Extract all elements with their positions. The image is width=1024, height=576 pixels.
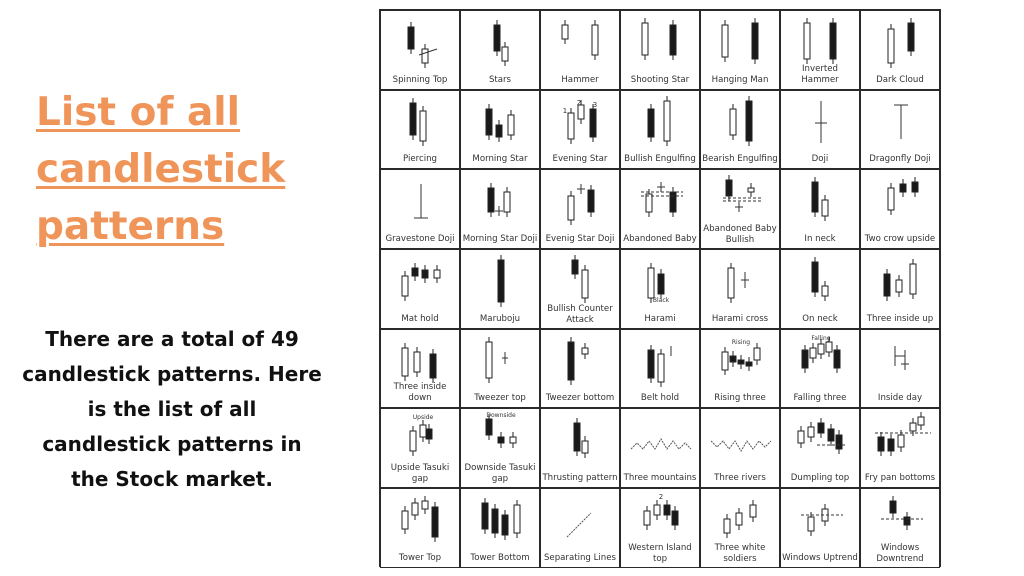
- fry-pan-bottoms-icon: [861, 409, 939, 469]
- pattern-cell: [780, 488, 860, 568]
- evening-star-icon: [541, 91, 619, 151]
- candle-bullish: [402, 511, 408, 529]
- three-rivers-icon: [701, 409, 779, 469]
- pattern-cell: [540, 329, 620, 409]
- pattern-cell: [620, 249, 700, 329]
- in-neck-icon: [781, 170, 859, 230]
- pattern-label: Gravestone Doji: [385, 234, 455, 245]
- pattern-label: Two crow upside: [864, 234, 936, 245]
- gravestone-doji-icon: [381, 170, 459, 230]
- candle-bearish: [890, 501, 896, 513]
- pattern-annotation: Black: [652, 297, 670, 305]
- on-neck-icon: [781, 250, 859, 310]
- pattern-cell: [540, 169, 620, 249]
- tweezer-top-icon: [461, 330, 539, 390]
- three-white-soldiers-icon: [701, 489, 779, 549]
- pattern-cell: [620, 408, 700, 488]
- candle-bullish: [568, 196, 574, 220]
- candle-bearish: [492, 509, 498, 533]
- pattern-annotation: 3: [592, 100, 598, 109]
- pattern-label: Hanging Man: [711, 74, 769, 85]
- candle-bearish: [834, 350, 840, 368]
- candle-bullish: [748, 188, 754, 192]
- thrusting-pattern-icon: [541, 409, 619, 469]
- trend-line: [711, 441, 771, 451]
- candle-bullish: [582, 441, 588, 453]
- pattern-label: Inverted Hammer: [801, 63, 839, 85]
- pattern-cell: [380, 329, 460, 409]
- candle-bearish: [752, 23, 758, 59]
- candle-bearish: [802, 350, 808, 368]
- pattern-cell: [700, 169, 780, 249]
- tower-top-icon: [381, 489, 459, 549]
- candle-bullish: [896, 280, 902, 292]
- candle-bearish: [408, 27, 414, 49]
- candle-bearish: [878, 437, 884, 451]
- candle-bearish: [588, 190, 594, 212]
- pattern-cell: [700, 488, 780, 568]
- pattern-cell: [860, 90, 940, 170]
- pattern-label: Rising three: [714, 393, 766, 404]
- candle-bullish: [722, 352, 728, 370]
- pattern-label: Evenig Star Doji: [545, 234, 615, 245]
- pattern-cell: [460, 90, 540, 170]
- pattern-label: Inside day: [877, 393, 923, 404]
- candle-bullish: [754, 348, 760, 360]
- spinning-top-icon: [381, 11, 459, 71]
- candle-bullish: [582, 270, 588, 298]
- candle-bearish: [836, 435, 842, 449]
- pattern-label: Tower Top: [398, 552, 442, 563]
- pattern-label: Falling three: [793, 393, 847, 404]
- candle-bearish: [812, 182, 818, 212]
- rising-three-icon: [701, 330, 779, 390]
- pattern-label: Windows Downtrend: [876, 542, 924, 564]
- pattern-label: Bullish Counter Attack: [547, 303, 613, 325]
- evening-star-doji-icon: [541, 170, 619, 230]
- pattern-label: Thrusting pattern: [542, 473, 618, 484]
- candle-bullish: [642, 23, 648, 55]
- piercing-icon: [381, 91, 459, 151]
- candle-bullish: [568, 113, 574, 139]
- candle-bullish: [888, 29, 894, 63]
- pattern-label: Three rivers: [714, 473, 766, 484]
- mat-hold-icon: [381, 250, 459, 310]
- candle-bullish: [422, 49, 428, 63]
- candle-bullish: [722, 25, 728, 57]
- candle-bearish: [482, 503, 488, 529]
- pattern-label: Mat hold: [401, 313, 439, 324]
- pattern-cell: [780, 90, 860, 170]
- candle-bullish: [510, 437, 516, 443]
- candle-bullish: [728, 268, 734, 298]
- pattern-cell: [540, 249, 620, 329]
- hanging-man-icon: [701, 11, 779, 71]
- dumpling-top-icon: [781, 409, 859, 469]
- pattern-label: Doji: [811, 154, 829, 165]
- candle-bearish: [670, 192, 676, 212]
- candle-bullish: [412, 503, 418, 515]
- candle-bullish: [808, 517, 814, 531]
- morning-star-doji-icon: [461, 170, 539, 230]
- bullish-counter-attack-icon: [541, 250, 619, 310]
- pattern-annotation: Upside: [412, 414, 434, 422]
- harami-icon: [621, 250, 699, 310]
- candle-bearish: [672, 511, 678, 525]
- pattern-cell: [540, 90, 620, 170]
- candle-bullish: [826, 342, 832, 352]
- pattern-label: Dumpling top: [790, 473, 850, 484]
- candle-bullish: [434, 270, 440, 278]
- candle-bullish: [592, 25, 598, 55]
- candle-bullish: [402, 276, 408, 296]
- candle-bullish: [422, 501, 428, 509]
- candle-bullish: [658, 354, 664, 382]
- three-inside-up-icon: [861, 250, 939, 310]
- pattern-label: Dark Cloud: [876, 74, 924, 85]
- candle-bullish: [654, 505, 660, 515]
- western-island-top-icon: [621, 489, 699, 549]
- candle-bullish: [410, 431, 416, 451]
- pattern-label: Shooting Star: [630, 74, 690, 85]
- pattern-label: Tower Bottom: [470, 552, 530, 563]
- pattern-cell: [860, 249, 940, 329]
- pattern-cell: [860, 169, 940, 249]
- pattern-label: Tweezer top: [474, 393, 526, 404]
- candle-bearish: [884, 274, 890, 296]
- pattern-cell: [380, 169, 460, 249]
- separating-lines-icon: [541, 489, 619, 549]
- candle-bearish: [412, 268, 418, 276]
- candle-bullish: [514, 505, 520, 533]
- inside-day-icon: [861, 330, 939, 390]
- pattern-cell: [780, 10, 860, 90]
- candle-bearish: [908, 23, 914, 51]
- candle-bullish: [578, 105, 584, 119]
- abandoned-baby-bullish-icon: [701, 170, 779, 230]
- pattern-label: Fry pan bottoms: [864, 473, 936, 484]
- candle-bullish: [810, 348, 816, 358]
- pattern-label: Evening Star: [552, 154, 608, 165]
- candle-bearish: [812, 262, 818, 292]
- pattern-label: In neck: [804, 234, 836, 245]
- candle-bearish: [430, 354, 436, 378]
- candle-bullish: [888, 188, 894, 210]
- pattern-label: Harami: [644, 313, 676, 324]
- candle-bearish: [830, 23, 836, 59]
- candle-bullish: [504, 192, 510, 212]
- pattern-annotation: Falling: [811, 334, 831, 342]
- candle-bullish: [582, 348, 588, 354]
- pattern-label: Abandoned Baby: [623, 234, 697, 245]
- candle-bearish: [494, 25, 500, 51]
- tower-bottom-icon: [461, 489, 539, 549]
- candle-bearish: [648, 350, 654, 378]
- candle-bearish: [496, 125, 502, 137]
- candle-bullish: [910, 264, 916, 294]
- pattern-cell: [620, 329, 700, 409]
- candle-bearish: [574, 423, 580, 451]
- pattern-cell: [460, 408, 540, 488]
- inverted-hammer-icon: [781, 11, 859, 71]
- pattern-cell: [380, 249, 460, 329]
- pattern-label: Morning Star: [472, 154, 528, 165]
- bearish-engulfing-icon: [701, 91, 779, 151]
- candle-bearish: [738, 360, 744, 364]
- downside-tasuki-gap-icon: [461, 409, 539, 469]
- pattern-label: Three inside up: [866, 313, 934, 324]
- pattern-label: Bearish Engulfing: [702, 154, 778, 165]
- pattern-cell: [700, 10, 780, 90]
- pattern-cell: [700, 90, 780, 170]
- candle-bearish: [670, 25, 676, 55]
- morning-star-icon: [461, 91, 539, 151]
- pattern-cell: [540, 10, 620, 90]
- pattern-label: Windows Uptrend: [782, 552, 858, 563]
- pattern-label: Maruboju: [479, 313, 521, 324]
- candle-bearish: [730, 356, 736, 362]
- three-mountains-icon: [621, 409, 699, 469]
- candle-bullish: [910, 423, 916, 431]
- trend-line: [567, 513, 591, 537]
- candle-bullish: [822, 200, 828, 216]
- pattern-label: Belt hold: [640, 393, 680, 404]
- pattern-label: Three white soldiers: [714, 542, 766, 564]
- pattern-cell: [700, 249, 780, 329]
- bullish-engulfing-icon: [621, 91, 699, 151]
- candle-bullish: [508, 115, 514, 135]
- pattern-cell: [620, 10, 700, 90]
- pattern-cell: [460, 10, 540, 90]
- candle-bearish: [648, 109, 654, 137]
- candle-bearish: [410, 103, 416, 135]
- pattern-annotation: 1: [562, 106, 568, 115]
- pattern-label: Piercing: [402, 154, 438, 165]
- candle-bearish: [572, 260, 578, 274]
- pattern-annotation: Rising: [731, 338, 751, 346]
- pattern-cell: [700, 408, 780, 488]
- pattern-label: Hammer: [561, 74, 599, 85]
- page-title: List of all candlestick patterns: [36, 90, 286, 249]
- candle-bullish: [750, 505, 756, 517]
- candle-bullish: [648, 268, 654, 298]
- candle-bullish: [562, 25, 568, 39]
- candle-bullish: [646, 194, 652, 212]
- candle-bearish: [486, 109, 492, 135]
- candle-bullish: [420, 425, 426, 437]
- candle-bearish: [568, 342, 574, 380]
- candle-bearish: [502, 515, 508, 535]
- abandoned-baby-icon: [621, 170, 699, 230]
- pattern-cell: [780, 329, 860, 409]
- windows-downtrend-icon: [861, 489, 939, 549]
- pattern-cell: [460, 169, 540, 249]
- candle-bullish: [808, 427, 814, 437]
- candle-bearish: [828, 429, 834, 441]
- pattern-cell: [540, 408, 620, 488]
- pattern-cell: [860, 408, 940, 488]
- candle-bearish: [900, 184, 906, 192]
- pattern-label: Upside Tasuki gap: [390, 463, 450, 485]
- upside-tasuki-gap-icon: [381, 409, 459, 469]
- pattern-cell: [380, 488, 460, 568]
- candle-bearish: [488, 188, 494, 212]
- candle-bullish: [644, 511, 650, 525]
- candle-bearish: [912, 182, 918, 192]
- pattern-annotation: 2: [658, 493, 664, 502]
- pattern-cell: [860, 488, 940, 568]
- candle-bearish: [904, 517, 910, 525]
- pattern-cell: [540, 488, 620, 568]
- pattern-cell: [460, 329, 540, 409]
- candle-bullish: [898, 435, 904, 447]
- pattern-cell: [380, 10, 460, 90]
- candle-bullish: [664, 101, 670, 141]
- belt-hold-icon: [621, 330, 699, 390]
- candle-bullish: [724, 519, 730, 533]
- pattern-cell: [780, 169, 860, 249]
- candle-bearish: [726, 180, 732, 196]
- pattern-cell: [620, 90, 700, 170]
- pattern-label: Three mountains: [623, 473, 697, 484]
- pattern-label: Western Island top: [628, 542, 692, 564]
- candle-bearish: [746, 101, 752, 141]
- pattern-cell: [620, 488, 700, 568]
- shooting-star-icon: [621, 11, 699, 71]
- dragonfly-doji-icon: [861, 91, 939, 151]
- doji-icon: [781, 91, 859, 151]
- pattern-annotation: Downside: [486, 412, 516, 420]
- description-text: There are a total of 49 candlestick patterns. Here is the list of all candlestick patterns in the Stock market.: [22, 327, 322, 491]
- candle-bearish: [486, 419, 492, 435]
- pattern-label: Spinning Top: [392, 74, 448, 85]
- pattern-label: Abandoned Baby Bullish: [703, 224, 777, 246]
- pattern-label: Separating Lines: [543, 552, 617, 563]
- pattern-label: Tweezer bottom: [545, 393, 615, 404]
- candle-bullish: [798, 431, 804, 443]
- pattern-grid: [379, 9, 941, 567]
- pattern-cell: [460, 488, 540, 568]
- candle-bearish: [590, 109, 596, 137]
- candle-bullish: [402, 348, 408, 376]
- pattern-cell: [380, 90, 460, 170]
- pattern-cell: [860, 329, 940, 409]
- candle-bullish: [736, 513, 742, 525]
- candle-bearish: [658, 274, 664, 294]
- pattern-cell: [780, 249, 860, 329]
- pattern-annotation: 2: [576, 98, 582, 107]
- pattern-cell: [380, 408, 460, 488]
- candle-bearish: [432, 507, 438, 537]
- candle-bullish: [730, 109, 736, 135]
- candle-bearish: [498, 437, 504, 443]
- candle-bearish: [888, 439, 894, 451]
- candle-bearish: [746, 362, 752, 366]
- pattern-cell: [780, 408, 860, 488]
- pattern-label: Three inside down: [393, 382, 447, 404]
- candle-bearish: [818, 423, 824, 433]
- candle-bearish: [422, 270, 428, 278]
- pattern-label: Stars: [488, 74, 512, 85]
- marubozu-icon: [461, 250, 539, 310]
- two-crow-upside-icon: [861, 170, 939, 230]
- dark-cloud-icon: [861, 11, 939, 71]
- stars-icon: [461, 11, 539, 71]
- candle-bearish: [498, 260, 504, 302]
- pattern-cell: [860, 10, 940, 90]
- candle-bullish: [804, 23, 810, 59]
- left-panel: [0, 0, 360, 576]
- pattern-label: Dragonfly Doji: [869, 154, 931, 165]
- candle-bullish: [420, 111, 426, 141]
- candle-bullish: [502, 47, 508, 61]
- pattern-cell: [620, 169, 700, 249]
- candle-bullish: [818, 344, 824, 354]
- harami-cross-icon: [701, 250, 779, 310]
- candle-bullish: [918, 417, 924, 425]
- pattern-label: On neck: [802, 313, 838, 324]
- pattern-cell: [460, 249, 540, 329]
- windows-uptrend-icon: [781, 489, 859, 549]
- pattern-label: Downside Tasuki gap: [464, 463, 536, 485]
- candle-bullish: [486, 342, 492, 378]
- candle-bearish: [664, 505, 670, 515]
- pattern-label: Morning Star Doji: [462, 234, 538, 245]
- three-inside-down-icon: [381, 330, 459, 390]
- candle-bullish: [414, 352, 420, 372]
- trend-line: [631, 439, 691, 449]
- pattern-label: Bullish Engulfing: [624, 154, 696, 165]
- pattern-label: Harami cross: [711, 313, 769, 324]
- candle-bearish: [426, 429, 432, 439]
- hammer-icon: [541, 11, 619, 71]
- pattern-cell: [700, 329, 780, 409]
- candle-bullish: [822, 286, 828, 296]
- tweezer-bottom-icon: [541, 330, 619, 390]
- falling-three-icon: [781, 330, 859, 390]
